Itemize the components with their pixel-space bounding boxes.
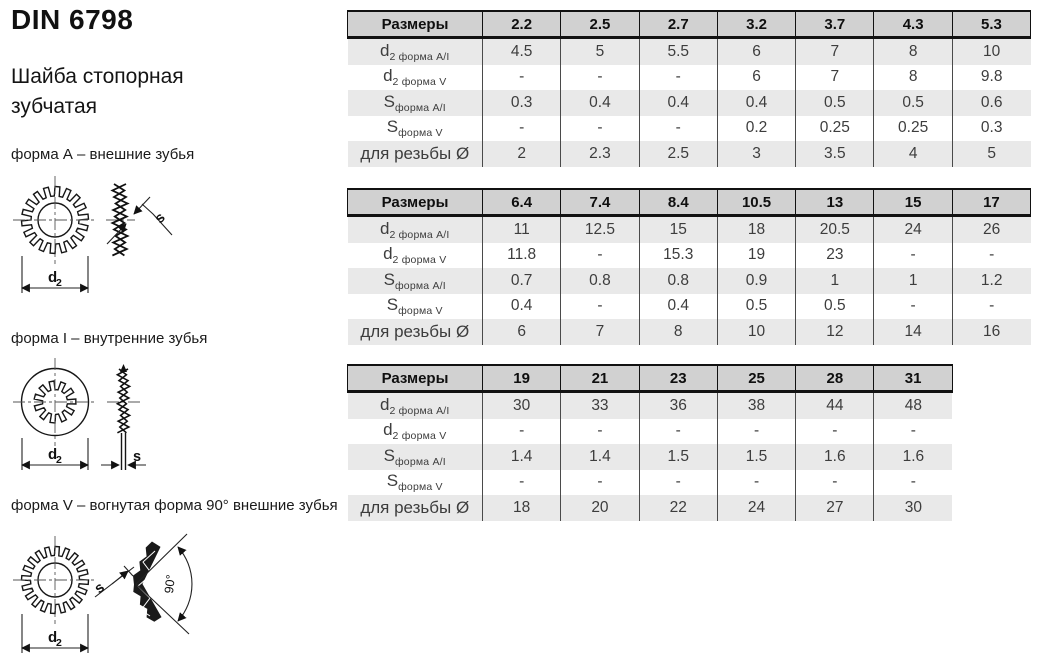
- form-i-s-dimension: [101, 449, 146, 465]
- table-row: [348, 444, 953, 470]
- subtitle-line-1: Шайба стопорная: [11, 65, 184, 88]
- size-column-header: 17: [952, 189, 1030, 216]
- size-column-header: 15: [874, 189, 952, 216]
- size-column-header: 21: [561, 365, 639, 392]
- table-row: [348, 65, 1031, 91]
- size-value-cell: 36: [639, 392, 717, 419]
- table-row: [348, 90, 1031, 116]
- size-value-cell: -: [796, 419, 874, 445]
- size-value-cell: 4: [874, 141, 952, 167]
- row-label-subscript: форма А/I: [394, 101, 446, 114]
- size-value-cell: -: [717, 470, 795, 496]
- size-value-cell: 44: [796, 392, 874, 419]
- size-value-cell: 6: [483, 319, 561, 345]
- size-value-cell: 8: [639, 319, 717, 345]
- row-label: [348, 392, 483, 419]
- size-value-cell: 0.25: [874, 116, 952, 142]
- size-value-cell: 0.2: [717, 116, 795, 142]
- table-row: [348, 392, 953, 419]
- size-table: [347, 10, 1031, 167]
- row-label: [348, 495, 483, 521]
- table-row: [348, 294, 1031, 320]
- row-label-main: S: [383, 269, 395, 289]
- row-label-main: d: [383, 66, 393, 86]
- size-column-header: 8.4: [639, 189, 717, 216]
- row-label-main: d: [379, 40, 390, 60]
- table-header-row: [348, 11, 1031, 38]
- size-value-cell: 18: [717, 216, 795, 243]
- size-column-header: 31: [874, 365, 952, 392]
- size-value-cell: -: [483, 116, 561, 142]
- table-row: [348, 141, 1031, 167]
- size-value-cell: 0.5: [796, 294, 874, 320]
- form-v-90deg-angle: [136, 534, 192, 634]
- size-value-cell: 30: [483, 392, 561, 419]
- size-value-cell: -: [717, 419, 795, 445]
- size-value-cell: 1.5: [639, 444, 717, 470]
- table-header-row: [348, 189, 1031, 216]
- size-value-cell: 8: [874, 65, 952, 91]
- size-value-cell: 15: [639, 216, 717, 243]
- form-a-drawing: [13, 176, 172, 293]
- size-value-cell: 23: [796, 243, 874, 269]
- size-value-cell: 0.9: [717, 268, 795, 294]
- size-value-cell: 20: [561, 495, 639, 521]
- size-value-cell: -: [561, 243, 639, 269]
- row-label: [348, 444, 483, 470]
- size-table-medium: [347, 188, 1031, 345]
- size-value-cell: 1.4: [561, 444, 639, 470]
- size-value-cell: 1: [874, 268, 952, 294]
- size-value-cell: 5: [952, 141, 1030, 167]
- table-corner-header: Размеры: [348, 11, 483, 38]
- row-label: [348, 141, 483, 167]
- form-v-side-view-cone: [133, 542, 161, 621]
- size-value-cell: 0.4: [639, 294, 717, 320]
- row-label-subscript: 2 форма V: [392, 76, 447, 89]
- size-column-header: 25: [717, 365, 795, 392]
- size-value-cell: -: [483, 65, 561, 91]
- size-value-cell: 10: [952, 38, 1030, 65]
- size-value-cell: 2.5: [639, 141, 717, 167]
- row-label-subscript: 2 форма V: [392, 430, 447, 443]
- size-value-cell: 1.6: [796, 444, 874, 470]
- table-corner-header: Размеры: [348, 365, 483, 392]
- row-label-main: d: [383, 420, 393, 440]
- row-label-main: S: [386, 117, 399, 137]
- row-label: [348, 419, 483, 445]
- d2-dimension-label: d: [48, 269, 58, 286]
- form-i-side-view: [117, 364, 129, 470]
- size-value-cell: 0.3: [483, 90, 561, 116]
- row-label-main: d: [379, 394, 390, 414]
- row-label-subscript: 2 форма А/I: [389, 404, 450, 417]
- size-value-cell: 38: [717, 392, 795, 419]
- table-corner-header: Размеры: [348, 189, 483, 216]
- size-value-cell: 16: [952, 319, 1030, 345]
- form-v-front-view: [13, 536, 97, 624]
- size-value-cell: 24: [874, 216, 952, 243]
- row-label-main: S: [386, 295, 399, 315]
- form-v-d2-dimension: [22, 614, 88, 653]
- size-value-cell: 33: [561, 392, 639, 419]
- row-label-main: S: [383, 91, 395, 111]
- size-value-cell: 1.6: [874, 444, 952, 470]
- size-value-cell: 20.5: [796, 216, 874, 243]
- size-value-cell: -: [874, 470, 952, 496]
- d2-dimension-subscript: 2: [56, 277, 62, 289]
- subtitle-line-2: зубчатая: [11, 95, 98, 118]
- size-value-cell: -: [561, 419, 639, 445]
- size-value-cell: 1.5: [717, 444, 795, 470]
- size-value-cell: 11.8: [483, 243, 561, 269]
- size-value-cell: -: [483, 470, 561, 496]
- size-value-cell: 6: [717, 38, 795, 65]
- size-value-cell: 0.3: [952, 116, 1030, 142]
- size-column-header: 2.7: [639, 11, 717, 38]
- size-value-cell: 0.8: [639, 268, 717, 294]
- size-value-cell: 6: [717, 65, 795, 91]
- form-v-drawing: [13, 534, 192, 653]
- size-table-small: [347, 10, 1031, 167]
- row-label-subscript: форма V: [398, 481, 443, 494]
- size-table-large: [347, 364, 953, 521]
- size-value-cell: 2.3: [561, 141, 639, 167]
- size-column-header: 2.5: [561, 11, 639, 38]
- row-label: [348, 319, 483, 345]
- size-value-cell: 3: [717, 141, 795, 167]
- row-label-main: d: [379, 218, 390, 238]
- size-column-header: 13: [796, 189, 874, 216]
- row-label: [348, 38, 483, 65]
- size-value-cell: 0.5: [874, 90, 952, 116]
- size-value-cell: -: [952, 294, 1030, 320]
- size-value-cell: 3.5: [796, 141, 874, 167]
- size-value-cell: 0.8: [561, 268, 639, 294]
- size-value-cell: -: [796, 470, 874, 496]
- row-label-main: для резьбы Ø: [360, 497, 470, 517]
- form-a-caption: форма А – внешние зубья: [11, 146, 195, 163]
- size-value-cell: -: [874, 294, 952, 320]
- row-label: [348, 65, 483, 91]
- size-value-cell: 48: [874, 392, 952, 419]
- d2-dimension-label: d: [48, 446, 58, 463]
- row-label-main: S: [383, 445, 395, 465]
- d2-dimension-label: d: [48, 629, 58, 646]
- row-label: [348, 243, 483, 269]
- size-value-cell: 4.5: [483, 38, 561, 65]
- size-value-cell: 0.4: [483, 294, 561, 320]
- size-value-cell: 7: [561, 319, 639, 345]
- table-row: [348, 38, 1031, 65]
- size-value-cell: 19: [717, 243, 795, 269]
- size-value-cell: 0.4: [639, 90, 717, 116]
- size-value-cell: 0.4: [561, 90, 639, 116]
- technical-drawings: [0, 0, 345, 661]
- size-value-cell: -: [561, 294, 639, 320]
- size-value-cell: 5.5: [639, 38, 717, 65]
- size-column-header: 4.3: [874, 11, 952, 38]
- size-column-header: 3.7: [796, 11, 874, 38]
- row-label-main: для резьбы Ø: [360, 143, 470, 163]
- form-i-caption: форма I – внутренние зубья: [11, 330, 208, 347]
- row-label: [348, 470, 483, 496]
- size-value-cell: -: [874, 419, 952, 445]
- size-value-cell: 7: [796, 38, 874, 65]
- size-value-cell: 0.5: [717, 294, 795, 320]
- size-value-cell: -: [639, 470, 717, 496]
- size-value-cell: 26: [952, 216, 1030, 243]
- table-row: [348, 319, 1031, 345]
- size-column-header: 7.4: [561, 189, 639, 216]
- size-column-header: 23: [639, 365, 717, 392]
- size-value-cell: 8: [874, 38, 952, 65]
- table-row: [348, 116, 1031, 142]
- size-value-cell: 24: [717, 495, 795, 521]
- size-value-cell: 5: [561, 38, 639, 65]
- size-value-cell: 15.3: [639, 243, 717, 269]
- size-table: [347, 364, 953, 521]
- d2-dimension-subscript: 2: [56, 454, 62, 466]
- table-row: [348, 495, 953, 521]
- size-table: [347, 188, 1031, 345]
- size-value-cell: -: [561, 116, 639, 142]
- size-value-cell: -: [639, 419, 717, 445]
- table-header-row: [348, 365, 953, 392]
- row-label: [348, 216, 483, 243]
- row-label-main: S: [386, 471, 399, 491]
- s-dimension-label: s: [91, 579, 108, 598]
- size-value-cell: 27: [796, 495, 874, 521]
- row-label-subscript: форма V: [398, 127, 443, 140]
- row-label: [348, 268, 483, 294]
- table-row: [348, 268, 1031, 294]
- size-value-cell: -: [561, 470, 639, 496]
- size-value-cell: 1.2: [952, 268, 1030, 294]
- table-row: [348, 419, 953, 445]
- row-label-subscript: форма А/I: [394, 455, 446, 468]
- size-value-cell: -: [483, 419, 561, 445]
- size-value-cell: -: [639, 65, 717, 91]
- size-column-header: 6.4: [483, 189, 561, 216]
- size-value-cell: 18: [483, 495, 561, 521]
- row-label-subscript: форма V: [398, 305, 443, 318]
- row-label: [348, 116, 483, 142]
- table-row: [348, 216, 1031, 243]
- size-column-header: 3.2: [717, 11, 795, 38]
- size-value-cell: 0.25: [796, 116, 874, 142]
- row-label-subscript: 2 форма А/I: [389, 228, 450, 241]
- s-dimension-label: s: [133, 449, 142, 465]
- row-label: [348, 294, 483, 320]
- row-label: [348, 90, 483, 116]
- size-value-cell: 0.4: [717, 90, 795, 116]
- size-value-cell: -: [561, 65, 639, 91]
- size-value-cell: 7: [796, 65, 874, 91]
- size-value-cell: 0.7: [483, 268, 561, 294]
- size-value-cell: 9.8: [952, 65, 1030, 91]
- size-value-cell: 1: [796, 268, 874, 294]
- row-label-subscript: 2 форма А/I: [389, 50, 450, 63]
- size-value-cell: 30: [874, 495, 952, 521]
- form-v-caption: форма V – вогнутая форма 90° внешние зубья: [11, 497, 338, 514]
- size-value-cell: 14: [874, 319, 952, 345]
- size-value-cell: 2: [483, 141, 561, 167]
- size-value-cell: 0.5: [796, 90, 874, 116]
- s-dimension-label: s: [151, 209, 169, 227]
- page-title: DIN 6798: [11, 4, 134, 35]
- size-column-header: 2.2: [483, 11, 561, 38]
- row-label-subscript: 2 форма V: [392, 254, 447, 267]
- size-column-header: 28: [796, 365, 874, 392]
- size-column-header: 19: [483, 365, 561, 392]
- size-column-header: 10.5: [717, 189, 795, 216]
- size-value-cell: 12.5: [561, 216, 639, 243]
- size-value-cell: 12: [796, 319, 874, 345]
- size-value-cell: 1.4: [483, 444, 561, 470]
- size-value-cell: -: [952, 243, 1030, 269]
- table-row: [348, 243, 1031, 269]
- size-value-cell: 11: [483, 216, 561, 243]
- table-row: [348, 470, 953, 496]
- form-v-s-dimension: [92, 566, 134, 597]
- size-value-cell: 10: [717, 319, 795, 345]
- angle-90-label: 90°: [161, 573, 179, 595]
- size-value-cell: -: [639, 116, 717, 142]
- size-value-cell: 22: [639, 495, 717, 521]
- form-i-drawing: [13, 358, 146, 470]
- row-label-main: d: [383, 244, 393, 264]
- row-label-main: для резьбы Ø: [360, 321, 470, 341]
- d2-dimension-subscript: 2: [56, 637, 62, 649]
- size-value-cell: -: [874, 243, 952, 269]
- size-value-cell: 0.6: [952, 90, 1030, 116]
- row-label-subscript: форма А/I: [394, 279, 446, 292]
- size-column-header: 5.3: [952, 11, 1030, 38]
